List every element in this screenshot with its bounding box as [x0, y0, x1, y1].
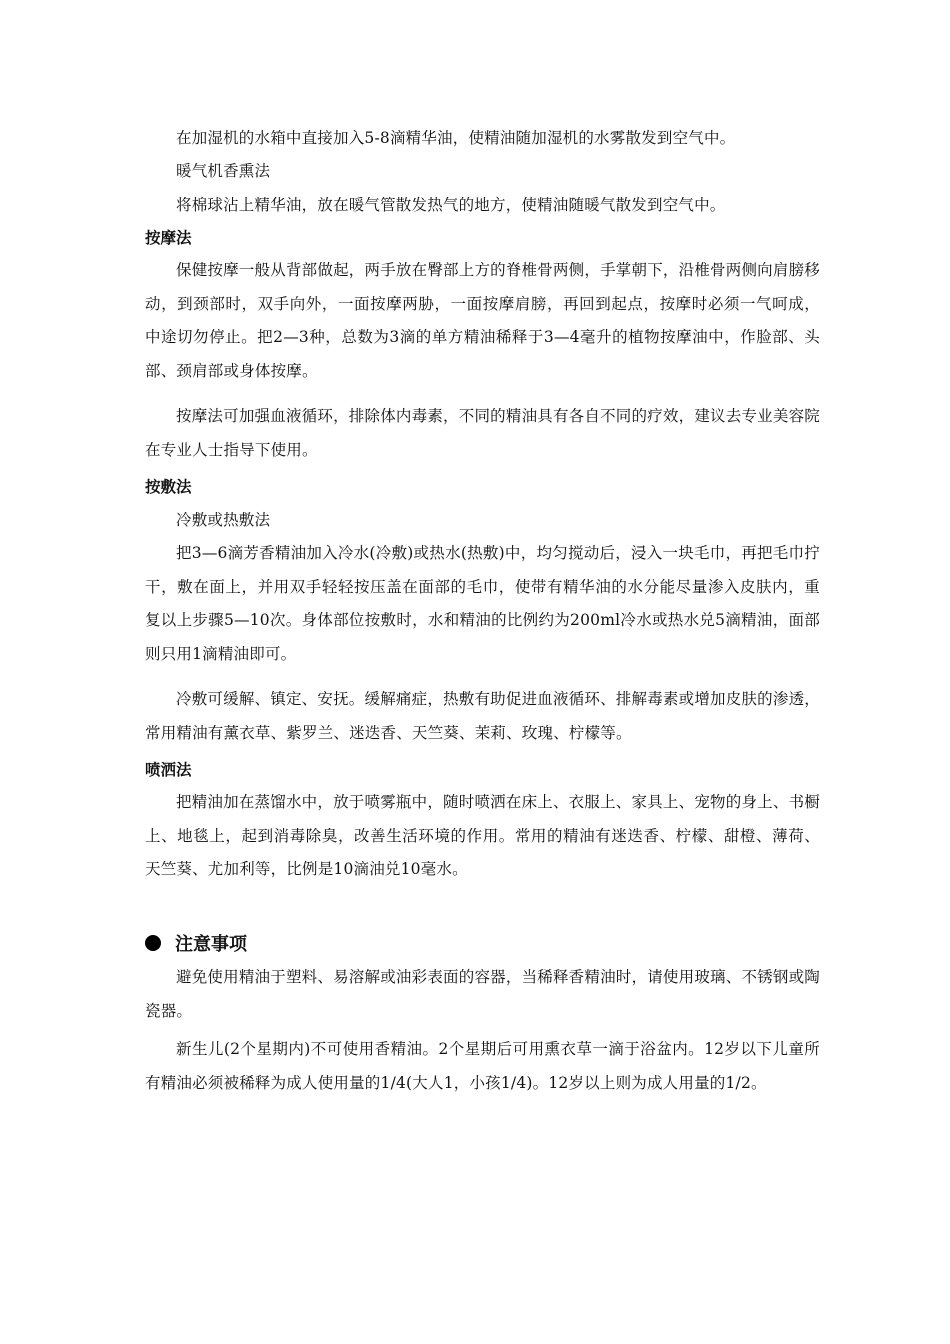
massage-paragraph-2: 按摩法可加强血液循环，排除体内毒素，不同的精油具有各自不同的疗效，建议去专业美容院在专业人士指导下使用。	[145, 407, 820, 459]
compress-paragraph-1: 把3—6滴芳香精油加入冷水(冷敷)或热水(热敷)中，均匀搅动后，浸入一块毛巾，再把毛巾拧干，敷在面上，并用双手轻轻按压盖在面部的毛巾，使带有精华油的水分能尽量渗入皮肤内，重复以上步骤5—10次。身体部位按敷时，水和精油的比例约为200ml冷水或热水兑5滴精油，面部则只用1滴精油即可。	[145, 544, 820, 663]
massage-heading: 按摩法	[145, 229, 192, 247]
compress-subtitle: 冷敷或热敷法	[176, 511, 271, 529]
compress-heading: 按敷法	[145, 478, 192, 496]
notes-title-text: 注意事项	[175, 934, 247, 955]
humidifier-paragraph: 在加湿机的水箱中直接加入5-8滴精华油，使精油随加湿机的水雾散发到空气中。	[176, 129, 736, 147]
notes-paragraph-1: 避免使用精油于塑料、易溶解或油彩表面的容器，当稀释香精油时，请使用玻璃、不锈钢或陶瓷器。	[145, 968, 820, 1020]
heater-paragraph: 将棉球沾上精华油，放在暖气管散发热气的地方，使精油随暖气散发到空气中。	[176, 196, 726, 214]
notes-paragraph-2: 新生儿(2个星期内)不可使用香精油。2个星期后可用熏衣草一滴于浴盆内。12岁以下儿童所有精油必须被稀释为成人使用量的1/4(大人1，小孩1/4)。12岁以上则为成人用量的1/2。	[145, 1040, 820, 1092]
heater-method-title: 暖气机香熏法	[176, 162, 271, 180]
notes-section-title	[145, 930, 247, 956]
massage-paragraph-1: 保健按摩一般从背部做起，两手放在臀部上方的脊椎骨两侧，手掌朝下，沿椎骨两侧向肩膀移动，到颈部时，双手向外，一面按摩两胁，一面按摩肩膀，再回到起点，按摩时必须一气呵成，中途切勿停止。把2—3种，总数为3滴的单方精油稀释于3—4毫升的植物按摩油中，作脸部、头部、颈肩部或身体按摩。	[145, 261, 820, 380]
compress-paragraph-2: 冷敷可缓解、镇定、安抚。缓解痛症，热敷有助促进血液循环、排解毒素或增加皮肤的渗透，常用精油有薰衣草、紫罗兰、迷迭香、天竺葵、茉莉、玫瑰、柠檬等。	[145, 690, 820, 742]
bullet-icon	[145, 935, 161, 951]
spray-paragraph: 把精油加在蒸馏水中，放于喷雾瓶中，随时喷洒在床上、衣服上、家具上、宠物的身上、书橱上、地毯上，起到消毒除臭，改善生活环境的作用。常用的精油有迷迭香、柠檬、甜橙、薄荷、天竺葵、尤加利等，比例是10滴油兑10毫水。	[145, 793, 820, 878]
spray-heading: 喷洒法	[145, 761, 192, 779]
